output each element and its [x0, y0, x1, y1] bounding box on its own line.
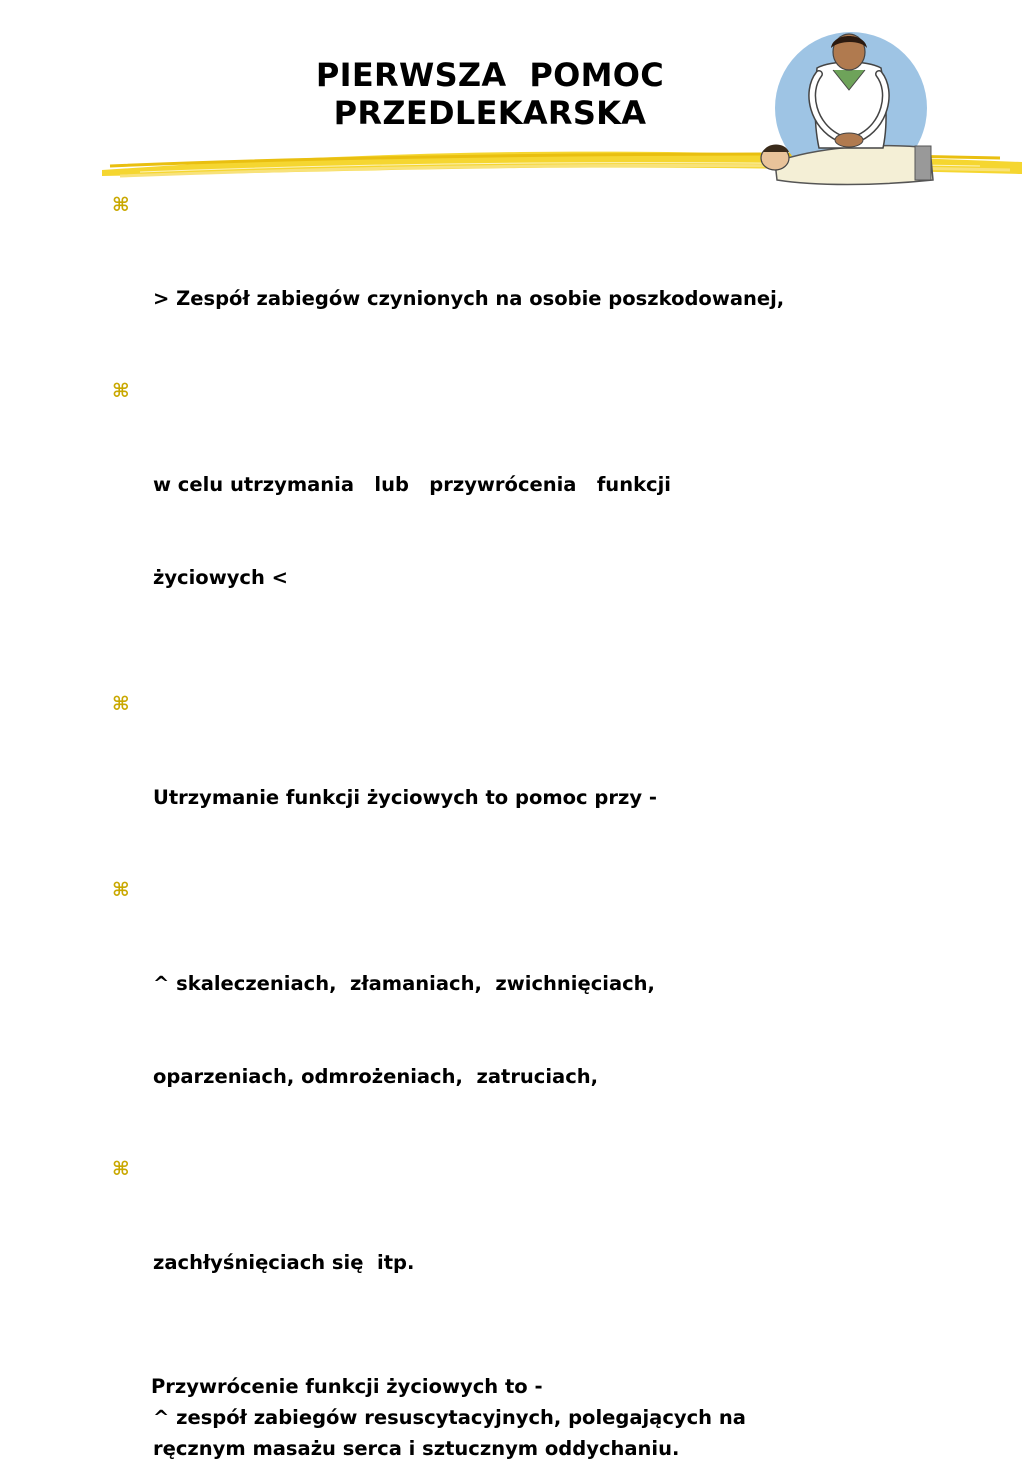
bullet-item — [112, 689, 902, 875]
bullet-text-line: > Zespół zabiegów czynionych na osobie poszkodowanej, — [153, 287, 785, 310]
bullet-text-line: życiowych < — [153, 566, 288, 589]
bullet-command-icon: ⌘ — [112, 693, 130, 715]
bullet-command-icon: ⌘ — [112, 879, 130, 901]
bullet-item — [112, 376, 902, 655]
paragraph-heading: Przywrócenie funkcji życiowych to - — [151, 1375, 543, 1398]
bullet-text-line: ^ skaleczeniach, złamaniach, zwichnięciach, — [153, 972, 655, 995]
slide-title-line-2: PRZEDLEKARSKA — [333, 94, 647, 132]
bullet-item — [112, 875, 902, 1154]
bullet-text-line: oparzeniach, odmrożeniach, zatruciach, — [153, 1065, 599, 1088]
bullet-command-icon: ⌘ — [112, 1158, 130, 1180]
bullet-item — [112, 1154, 902, 1340]
bullet-text-line: Utrzymanie funkcji życiowych to pomoc przy - — [153, 786, 657, 809]
slide-title-line-1: PIERWSZA POMOC — [315, 56, 665, 94]
bullet-item — [112, 190, 902, 376]
bullet-command-icon: ⌘ — [112, 380, 130, 402]
bullet-command-icon: ⌘ — [112, 194, 130, 216]
bullet-text-line: w celu utrzymania lub przywrócenia funkcji — [153, 473, 671, 496]
slide-title — [180, 56, 800, 132]
slide-body — [112, 190, 902, 1464]
paragraph-line: ^ zespół zabiegów resuscytacyjnych, polegających na — [153, 1406, 746, 1429]
paragraph-line: ręcznym masażu serca i sztucznym oddychaniu. — [153, 1437, 680, 1460]
bullet-text-line: zachłyśnięciach się itp. — [153, 1251, 415, 1274]
spacer — [112, 1340, 902, 1371]
spacer — [112, 655, 902, 689]
